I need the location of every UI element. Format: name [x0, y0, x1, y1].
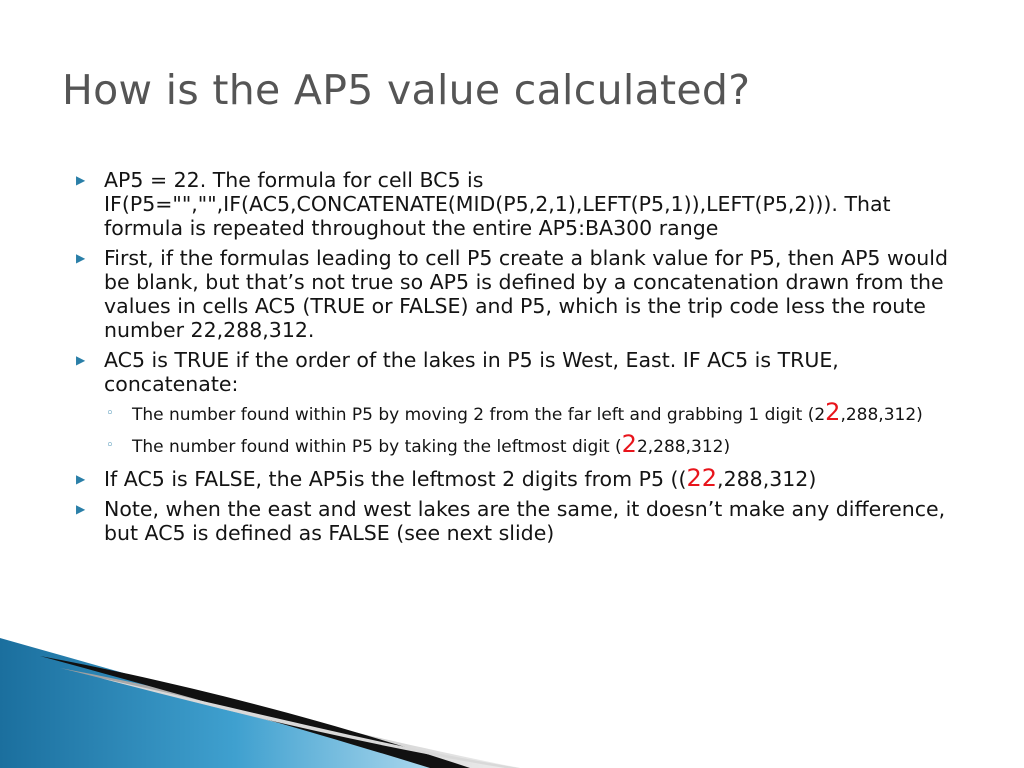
highlighted-digit: 2 — [621, 430, 637, 458]
sub-bullet-item — [104, 430, 974, 459]
highlighted-digit: 2 — [825, 398, 841, 426]
bullet-text: First, if the formulas leading to cell P5 create a blank value for P5, then AP5 would be blank, but that’s not true so AP5 is defined by a concatenation drawn from the values in cells AC5 (TRUE or FALSE) and P5, which is the trip code less the route number 22,288,312. — [104, 246, 948, 342]
triangle-right-icon: ▶ — [76, 251, 86, 265]
triangle-right-icon: ▶ — [76, 502, 86, 516]
bullet-item — [74, 464, 974, 492]
bullet-text: AP5 = 22. The formula for cell BC5 is IF(P5="","",IF(AC5,CONCATENATE(MID(P5,2,1),LEFT(P5,1)),LEFT(P5,2))). That formula is repeated throughout the entire AP5:BA300 range — [104, 168, 891, 240]
bullet-item — [74, 168, 974, 240]
bullet-text: Note, when the east and west lakes are the same, it doesn’t make any difference, but AC5 is defined as FALSE (see next slide) — [104, 497, 946, 545]
sub-bullet-list — [104, 398, 974, 459]
highlighted-digit: 22 — [686, 464, 718, 492]
sub-bullet-item — [104, 398, 974, 427]
bullet-text: AC5 is TRUE if the order of the lakes in P5 is West, East. IF AC5 is TRUE, concatenate: — [104, 348, 839, 396]
bullet-text: The number found within P5 by taking the leftmost digit ( — [132, 437, 622, 457]
bullet-text: ,288,312) — [840, 405, 923, 425]
corner-swoosh-decoration — [0, 628, 1024, 768]
triangle-right-icon: ▶ — [76, 353, 86, 367]
bullet-list — [74, 168, 974, 551]
ring-bullet-icon: ◦ — [106, 438, 114, 453]
bullet-text: ,288,312) — [717, 467, 817, 491]
ring-bullet-icon: ◦ — [106, 406, 114, 421]
triangle-right-icon: ▶ — [76, 173, 86, 187]
bullet-item — [74, 348, 974, 459]
triangle-right-icon: ▶ — [76, 472, 86, 486]
bullet-text: If AC5 is FALSE, the AP5is the leftmost 2 digits from P5 (( — [104, 467, 687, 491]
bullet-text: The number found within P5 by moving 2 from the far left and grabbing 1 digit (2 — [132, 405, 826, 425]
bullet-text: 2,288,312) — [636, 437, 731, 457]
bullet-item — [74, 246, 974, 342]
slide-title: How is the AP5 value calculated? — [62, 66, 751, 114]
bullet-item — [74, 497, 974, 545]
